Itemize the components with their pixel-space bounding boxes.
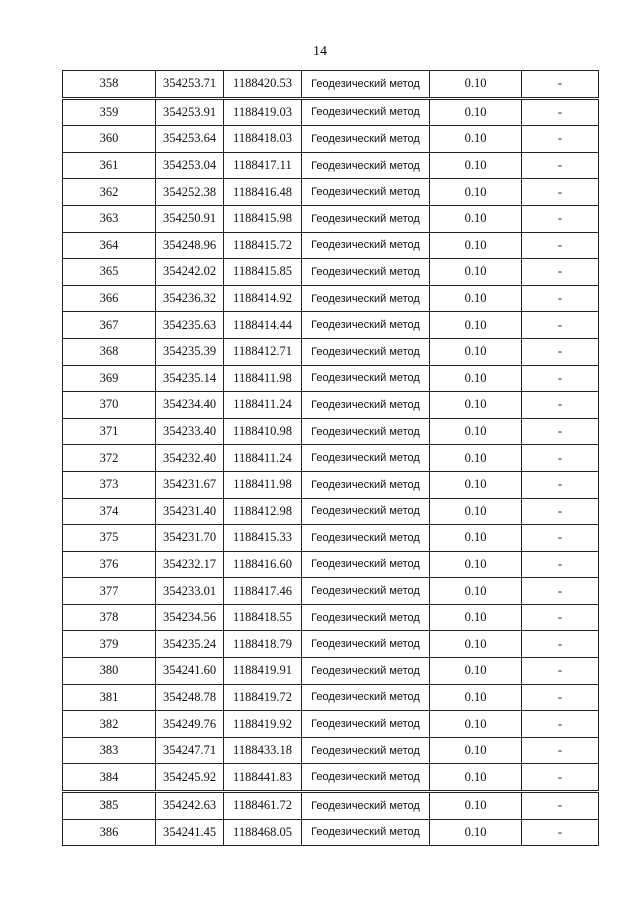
note-cell: - xyxy=(522,445,599,472)
y-coordinate-cell: 1188468.05 xyxy=(224,819,302,846)
x-coordinate-cell: 354233.01 xyxy=(156,578,224,605)
accuracy-cell: 0.10 xyxy=(430,471,522,498)
table-row xyxy=(63,98,599,126)
y-coordinate-cell: 1188419.03 xyxy=(224,98,302,126)
method-cell: Геодезический метод xyxy=(302,445,430,472)
point-number-cell: 375 xyxy=(63,525,156,552)
y-coordinate-cell: 1188411.98 xyxy=(224,365,302,392)
accuracy-cell: 0.10 xyxy=(430,658,522,685)
table-row xyxy=(63,232,599,259)
x-coordinate-cell: 354231.40 xyxy=(156,498,224,525)
accuracy-cell: 0.10 xyxy=(430,525,522,552)
x-coordinate-cell: 354235.24 xyxy=(156,631,224,658)
y-coordinate-cell: 1188411.24 xyxy=(224,445,302,472)
point-number-cell: 373 xyxy=(63,471,156,498)
table-row xyxy=(63,525,599,552)
method-cell: Геодезический метод xyxy=(302,285,430,312)
y-coordinate-cell: 1188411.98 xyxy=(224,471,302,498)
method-cell: Геодезический метод xyxy=(302,498,430,525)
point-number-cell: 371 xyxy=(63,418,156,445)
method-cell: Геодезический метод xyxy=(302,737,430,764)
table-row xyxy=(63,684,599,711)
table-row xyxy=(63,285,599,312)
note-cell: - xyxy=(522,711,599,738)
accuracy-cell: 0.10 xyxy=(430,737,522,764)
x-coordinate-cell: 354253.04 xyxy=(156,152,224,179)
x-coordinate-cell: 354249.76 xyxy=(156,711,224,738)
y-coordinate-cell: 1188412.98 xyxy=(224,498,302,525)
y-coordinate-cell: 1188410.98 xyxy=(224,418,302,445)
point-number-cell: 383 xyxy=(63,737,156,764)
note-cell: - xyxy=(522,551,599,578)
accuracy-cell: 0.10 xyxy=(430,578,522,605)
note-cell: - xyxy=(522,98,599,126)
method-cell: Геодезический метод xyxy=(302,418,430,445)
point-number-cell: 370 xyxy=(63,392,156,419)
method-cell: Геодезический метод xyxy=(302,684,430,711)
note-cell: - xyxy=(522,604,599,631)
point-number-cell: 376 xyxy=(63,551,156,578)
method-cell: Геодезический метод xyxy=(302,525,430,552)
note-cell: - xyxy=(522,498,599,525)
note-cell: - xyxy=(522,232,599,259)
note-cell: - xyxy=(522,792,599,820)
y-coordinate-cell: 1188433.18 xyxy=(224,737,302,764)
note-cell: - xyxy=(522,365,599,392)
x-coordinate-cell: 354234.40 xyxy=(156,392,224,419)
x-coordinate-cell: 354241.45 xyxy=(156,819,224,846)
point-number-cell: 360 xyxy=(63,126,156,153)
note-cell: - xyxy=(522,152,599,179)
accuracy-cell: 0.10 xyxy=(430,819,522,846)
y-coordinate-cell: 1188441.83 xyxy=(224,764,302,792)
note-cell: - xyxy=(522,631,599,658)
x-coordinate-cell: 354252.38 xyxy=(156,179,224,206)
point-number-cell: 386 xyxy=(63,819,156,846)
x-coordinate-cell: 354248.78 xyxy=(156,684,224,711)
y-coordinate-cell: 1188414.92 xyxy=(224,285,302,312)
accuracy-cell: 0.10 xyxy=(430,498,522,525)
table-row xyxy=(63,126,599,153)
accuracy-cell: 0.10 xyxy=(430,764,522,792)
table-row xyxy=(63,365,599,392)
accuracy-cell: 0.10 xyxy=(430,71,522,99)
point-number-cell: 378 xyxy=(63,604,156,631)
note-cell: - xyxy=(522,819,599,846)
method-cell: Геодезический метод xyxy=(302,578,430,605)
accuracy-cell: 0.10 xyxy=(430,259,522,286)
x-coordinate-cell: 354248.96 xyxy=(156,232,224,259)
table-row xyxy=(63,179,599,206)
point-number-cell: 377 xyxy=(63,578,156,605)
y-coordinate-cell: 1188416.48 xyxy=(224,179,302,206)
table-row xyxy=(63,312,599,339)
x-coordinate-cell: 354253.71 xyxy=(156,71,224,99)
y-coordinate-cell: 1188419.91 xyxy=(224,658,302,685)
x-coordinate-cell: 354250.91 xyxy=(156,205,224,232)
y-coordinate-cell: 1188419.92 xyxy=(224,711,302,738)
table-row xyxy=(63,152,599,179)
x-coordinate-cell: 354245.92 xyxy=(156,764,224,792)
accuracy-cell: 0.10 xyxy=(430,179,522,206)
accuracy-cell: 0.10 xyxy=(430,711,522,738)
y-coordinate-cell: 1188420.53 xyxy=(224,71,302,99)
method-cell: Геодезический метод xyxy=(302,471,430,498)
x-coordinate-cell: 354234.56 xyxy=(156,604,224,631)
y-coordinate-cell: 1188412.71 xyxy=(224,338,302,365)
note-cell: - xyxy=(522,684,599,711)
point-number-cell: 385 xyxy=(63,792,156,820)
table-row xyxy=(63,445,599,472)
note-cell: - xyxy=(522,764,599,792)
method-cell: Геодезический метод xyxy=(302,179,430,206)
point-number-cell: 382 xyxy=(63,711,156,738)
method-cell: Геодезический метод xyxy=(302,152,430,179)
table-row xyxy=(63,819,599,846)
accuracy-cell: 0.10 xyxy=(430,338,522,365)
table-body xyxy=(63,71,599,846)
method-cell: Геодезический метод xyxy=(302,711,430,738)
table-row xyxy=(63,551,599,578)
x-coordinate-cell: 354253.64 xyxy=(156,126,224,153)
method-cell: Геодезический метод xyxy=(302,764,430,792)
accuracy-cell: 0.10 xyxy=(430,285,522,312)
accuracy-cell: 0.10 xyxy=(430,98,522,126)
y-coordinate-cell: 1188414.44 xyxy=(224,312,302,339)
x-coordinate-cell: 354235.63 xyxy=(156,312,224,339)
x-coordinate-cell: 354253.91 xyxy=(156,98,224,126)
method-cell: Геодезический метод xyxy=(302,98,430,126)
method-cell: Геодезический метод xyxy=(302,551,430,578)
note-cell: - xyxy=(522,578,599,605)
y-coordinate-cell: 1188415.72 xyxy=(224,232,302,259)
table-row xyxy=(63,418,599,445)
y-coordinate-cell: 1188419.72 xyxy=(224,684,302,711)
accuracy-cell: 0.10 xyxy=(430,445,522,472)
x-coordinate-cell: 354231.70 xyxy=(156,525,224,552)
x-coordinate-cell: 354236.32 xyxy=(156,285,224,312)
point-number-cell: 361 xyxy=(63,152,156,179)
y-coordinate-cell: 1188415.33 xyxy=(224,525,302,552)
table-row xyxy=(63,711,599,738)
y-coordinate-cell: 1188416.60 xyxy=(224,551,302,578)
method-cell: Геодезический метод xyxy=(302,71,430,99)
table-row xyxy=(63,631,599,658)
note-cell: - xyxy=(522,126,599,153)
coordinates-table xyxy=(62,70,599,846)
y-coordinate-cell: 1188417.11 xyxy=(224,152,302,179)
table-row xyxy=(63,658,599,685)
y-coordinate-cell: 1188411.24 xyxy=(224,392,302,419)
x-coordinate-cell: 354242.63 xyxy=(156,792,224,820)
accuracy-cell: 0.10 xyxy=(430,232,522,259)
point-number-cell: 369 xyxy=(63,365,156,392)
table-row xyxy=(63,392,599,419)
method-cell: Геодезический метод xyxy=(302,604,430,631)
x-coordinate-cell: 354233.40 xyxy=(156,418,224,445)
point-number-cell: 374 xyxy=(63,498,156,525)
method-cell: Геодезический метод xyxy=(302,259,430,286)
y-coordinate-cell: 1188418.03 xyxy=(224,126,302,153)
page-number: 14 xyxy=(313,44,327,59)
point-number-cell: 379 xyxy=(63,631,156,658)
accuracy-cell: 0.10 xyxy=(430,312,522,339)
point-number-cell: 366 xyxy=(63,285,156,312)
table-row xyxy=(63,764,599,792)
method-cell: Геодезический метод xyxy=(302,819,430,846)
accuracy-cell: 0.10 xyxy=(430,631,522,658)
table-row xyxy=(63,792,599,820)
x-coordinate-cell: 354242.02 xyxy=(156,259,224,286)
note-cell: - xyxy=(522,179,599,206)
note-cell: - xyxy=(522,737,599,764)
accuracy-cell: 0.10 xyxy=(430,604,522,631)
note-cell: - xyxy=(522,392,599,419)
x-coordinate-cell: 354232.40 xyxy=(156,445,224,472)
y-coordinate-cell: 1188418.55 xyxy=(224,604,302,631)
table-row xyxy=(63,338,599,365)
table-row xyxy=(63,259,599,286)
point-number-cell: 384 xyxy=(63,764,156,792)
accuracy-cell: 0.10 xyxy=(430,551,522,578)
accuracy-cell: 0.10 xyxy=(430,152,522,179)
point-number-cell: 380 xyxy=(63,658,156,685)
y-coordinate-cell: 1188415.98 xyxy=(224,205,302,232)
accuracy-cell: 0.10 xyxy=(430,684,522,711)
point-number-cell: 365 xyxy=(63,259,156,286)
method-cell: Геодезический метод xyxy=(302,365,430,392)
method-cell: Геодезический метод xyxy=(302,312,430,339)
accuracy-cell: 0.10 xyxy=(430,418,522,445)
accuracy-cell: 0.10 xyxy=(430,792,522,820)
accuracy-cell: 0.10 xyxy=(430,126,522,153)
note-cell: - xyxy=(522,525,599,552)
note-cell: - xyxy=(522,285,599,312)
point-number-cell: 372 xyxy=(63,445,156,472)
x-coordinate-cell: 354241.60 xyxy=(156,658,224,685)
y-coordinate-cell: 1188417.46 xyxy=(224,578,302,605)
method-cell: Геодезический метод xyxy=(302,792,430,820)
note-cell: - xyxy=(522,471,599,498)
note-cell: - xyxy=(522,312,599,339)
note-cell: - xyxy=(522,658,599,685)
x-coordinate-cell: 354231.67 xyxy=(156,471,224,498)
x-coordinate-cell: 354232.17 xyxy=(156,551,224,578)
table-row xyxy=(63,471,599,498)
table-row xyxy=(63,205,599,232)
point-number-cell: 364 xyxy=(63,232,156,259)
table-row xyxy=(63,604,599,631)
accuracy-cell: 0.10 xyxy=(430,205,522,232)
y-coordinate-cell: 1188415.85 xyxy=(224,259,302,286)
point-number-cell: 362 xyxy=(63,179,156,206)
table-row xyxy=(63,71,599,99)
method-cell: Геодезический метод xyxy=(302,392,430,419)
point-number-cell: 363 xyxy=(63,205,156,232)
note-cell: - xyxy=(522,205,599,232)
accuracy-cell: 0.10 xyxy=(430,365,522,392)
method-cell: Геодезический метод xyxy=(302,232,430,259)
note-cell: - xyxy=(522,338,599,365)
table-row xyxy=(63,498,599,525)
method-cell: Геодезический метод xyxy=(302,338,430,365)
point-number-cell: 367 xyxy=(63,312,156,339)
note-cell: - xyxy=(522,259,599,286)
method-cell: Геодезический метод xyxy=(302,631,430,658)
x-coordinate-cell: 354235.39 xyxy=(156,338,224,365)
point-number-cell: 381 xyxy=(63,684,156,711)
note-cell: - xyxy=(522,418,599,445)
x-coordinate-cell: 354235.14 xyxy=(156,365,224,392)
point-number-cell: 368 xyxy=(63,338,156,365)
y-coordinate-cell: 1188461.72 xyxy=(224,792,302,820)
point-number-cell: 358 xyxy=(63,71,156,99)
y-coordinate-cell: 1188418.79 xyxy=(224,631,302,658)
method-cell: Геодезический метод xyxy=(302,126,430,153)
table-row xyxy=(63,578,599,605)
x-coordinate-cell: 354247.71 xyxy=(156,737,224,764)
method-cell: Геодезический метод xyxy=(302,205,430,232)
note-cell: - xyxy=(522,71,599,99)
table-row xyxy=(63,737,599,764)
point-number-cell: 359 xyxy=(63,98,156,126)
accuracy-cell: 0.10 xyxy=(430,392,522,419)
method-cell: Геодезический метод xyxy=(302,658,430,685)
